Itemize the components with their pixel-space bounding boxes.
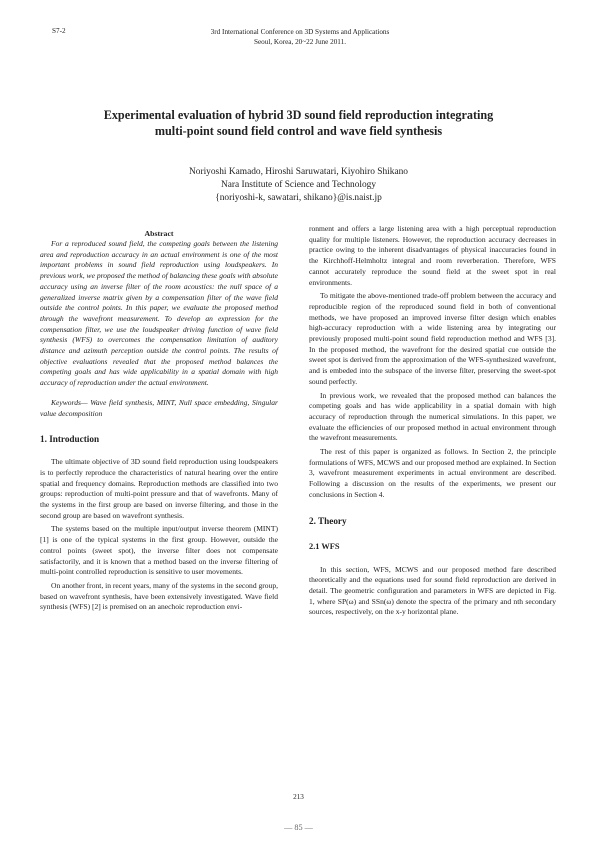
- paragraph: The systems based on the multiple input/output inverse theorem (MINT) [1] is one of the typical systems in the first group. However, outside the control points (sweet spot), the inverse filter does not compensate satisfactorily, and it is known that a method based on the inverse filtering of multi-point controlled reproduction is sensitive to user movements.: [40, 524, 278, 577]
- conference-location: Seoul, Korea, 20~22 June 2011.: [253, 38, 347, 46]
- left-column: [40, 228, 278, 613]
- paragraph: ronment and offers a large listening area with a high perceptual reproduction quality for multiple listeners. However, the reproduction accuracy decreases in practice owing to the inherent disadvantages of physical inaccuracies found in the Kirchhoff-Helmholtz integral and room reverberation. Therefore, WFS cannot accurately reproduce the sound field at the sweet spot in real environments.: [309, 224, 556, 287]
- subsection-heading-wfs: 2.1 WFS: [309, 541, 340, 551]
- section-heading-theory: 2. Theory: [309, 515, 347, 526]
- session-label: S7-2: [52, 27, 66, 35]
- section-heading-introduction: 1. Introduction: [40, 434, 100, 445]
- keywords: Keywords— Wave field synthesis, MINT, Null space embedding, Singular value decomposition: [40, 397, 278, 418]
- author-block: [60, 166, 537, 205]
- abstract-heading: Abstract: [144, 229, 174, 238]
- right-column: [309, 224, 556, 618]
- author-email: {noriyoshi-k, sawatari, shikano}@is.naist.jp: [215, 193, 382, 203]
- conference-header: [150, 27, 450, 47]
- author-names: Noriyoshi Kamado, Hiroshi Saruwatari, Kiyohiro Shikano: [189, 167, 408, 177]
- author-affiliation: Nara Institute of Science and Technology: [220, 180, 377, 190]
- conference-name: 3rd International Conference on 3D Systems and Applications: [210, 28, 390, 36]
- paragraph: The rest of this paper is organized as follows. In Section 2, the principle formulations of WFS, MCWS and our proposed method are explained. In Section 3, wavefront measurement experiments in actual environment are described. Following a discussion on the results of the experiments, we present our conclusions in Section 4.: [309, 447, 556, 499]
- paragraph: To mitigate the above-mentioned trade-off problem between the accuracy and reproducible region of the reproduced sound field in both of conventional methods, we have proposed an improved inverse filter design which enables high-accuracy reproduction with a wide listening area by integrating our previously proposed multi-point sound field reproduction method and WFS [3]. In the proposed method, the wavefront for the desired spatial cue outside the sweet spot is derived from the approximation of the WFS-synthesized wavefront, and is embeded into the subspace of the inverse filter, preserving the sweet-spot sound perfectly.: [309, 291, 556, 386]
- paper-title: [55, 107, 542, 139]
- page-marker: — 85 —: [284, 823, 313, 832]
- paper-title-line-2: multi-point sound field control and wave field synthesis: [154, 124, 443, 138]
- paragraph: On another front, in recent years, many of the systems in the second group, based on wavefront synthesis, have been extensively investigated. Wave field synthesis (WFS) [2] is premised on an anechoic reproduction envi-: [40, 580, 278, 612]
- paper-title-line-1: Experimental evaluation of hybrid 3D sound field reproduction integrating: [103, 108, 494, 122]
- paragraph: The ultimate objective of 3D sound field reproduction using loudspeakers is to perfectly reproduce the characteristics of natural hearing over the entire spatial and frequency domains. Reproduction methods are classified into two groups: reproduction of multi-point pressure and that of wavefronts. Many of the systems in the first group are based on inverse filtering, and those in the second group are based on wavefront synthesis.: [40, 457, 278, 520]
- abstract-body: For a reproduced sound field, the competing goals between the listening area and reproduction accuracy in an actual environment is one of the most important problems in sound field reproduction using loudspeakers. In previous work, we proposed the method of balancing these goals with absolute accuracy using an inverse filter of the room acoustics: the null space of a generalized inverse matrix given by a compensation filter of the wave field outside the control points. In this paper, we evaluate the proposed method through the wavefront measurement. To develop an expression for the compensation filter, we use the loudspeaker driving function of wave field synthesis (WFS) to overcomes the compensation limitation of auditory distance and azimuth perception outside the control points. The results of objective evaluations revealed that the proposed method balances the competing goals and has wide applicability in a spatial domain with high accuracy of reproduction under the actual environment.: [40, 239, 278, 388]
- page-number: 213: [293, 793, 304, 801]
- paragraph: In previous work, we revealed that the proposed method can balances the competing goals and has wide applicability in a spatial domain with high accuracy of reproduction through the numerical simulations. In this paper, we evaluate the efficiencies of our proposed method in actual environment through the wavefront measurements.: [309, 390, 556, 443]
- paragraph: In this section, WFS, MCWS and our proposed method fare described theoretically and the equations used for sound field reproduction are derived in detail. The geometric configuration and parameters in WFS are depicted in Fig. 1, where SP(ω) and SSn(ω) denote the spectra of the primary and nth secondary sources, respectively, on the x-y horizontal plane.: [309, 564, 556, 617]
